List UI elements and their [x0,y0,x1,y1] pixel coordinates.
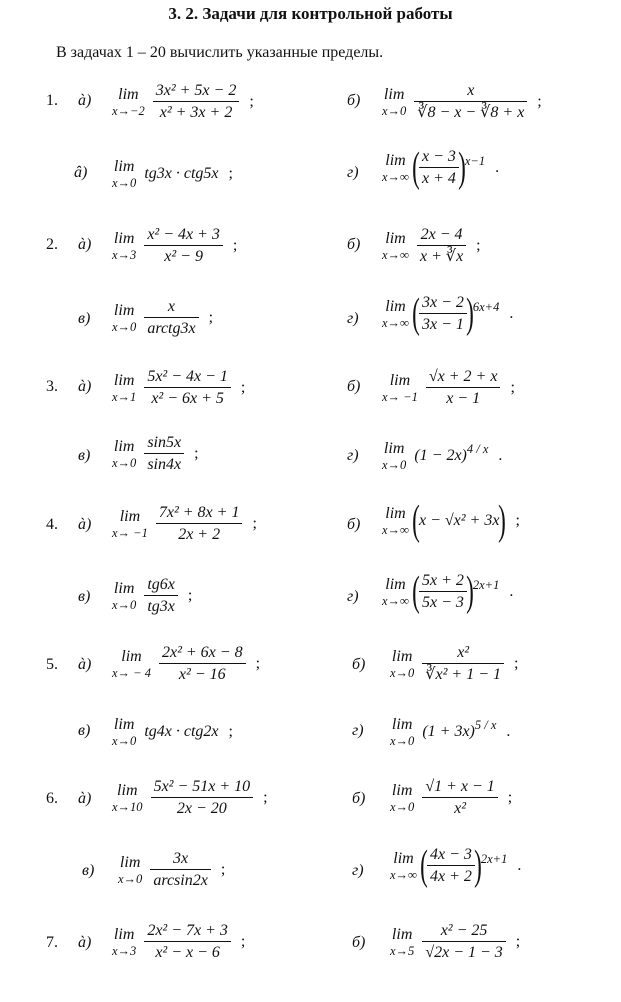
part-label: à) [78,378,92,395]
part-label: в) [78,722,91,739]
problem-2g: lim x→∞ ( $\frac{3x - 2}{3x - 1}$ )6x+4 . [382,290,514,337]
problem-7b: lim x→5 $\frac{\text{x² − 25}}{√2x - 1 - 3}$ ; [390,922,521,961]
problem-number: 4. [46,516,58,533]
part-label: в) [78,310,91,327]
part-label: б) [352,934,366,951]
part-label: г) [352,722,364,739]
problem-3a: lim x→1 $\frac{\text{5x² − 4x − 1}}{\text{x² − 6x + 5}}$ ; [112,368,246,407]
part-label: б) [347,516,361,533]
problem-2v: lim x→0 $\frac{x}{\text{arctg3x}}$ ; [112,298,214,337]
part-label: г) [347,164,359,181]
part-label: à) [78,656,92,673]
intro-text: В задачах 1 – 20 вычислить указанные пределы. [56,44,384,61]
problem-2a: lim x→3 $\frac{\text{x² − 4x + 3}}{\text{x² − 9}}$ ; [112,226,238,265]
problem-number: 2. [46,236,58,253]
problem-1b: lim x→0 $\frac{x}{∛8 - x - ∛8 + x}$ ; [382,82,542,121]
part-label: в) [78,447,91,464]
problem-6v: lim x→0 $\frac{3x}{\arcsin 2x}$ ; [118,850,226,889]
problem-6a: lim x→10 $\frac{\text{5x² − 51x + 10}}{2x - 20}$ ; [112,778,268,817]
part-label: б) [347,92,361,109]
part-label: à) [78,516,92,533]
part-label: б) [347,378,361,395]
problem-7a: lim x→3 $\frac{\text{2x² − 7x + 3}}{\text{x² − x − 6}}$ ; [112,922,246,961]
part-label: г) [352,862,364,879]
part-label: à) [78,934,92,951]
page-title: 3. 2. Задачи для контрольной работы [168,4,453,23]
problem-4b: lim x→∞ (x − √x² + 3x) ; [382,498,520,544]
part-label: б) [352,790,366,807]
part-label: б) [352,656,366,673]
part-label: à) [78,92,92,109]
problem-4a: lim x→ −1 $\frac{\text{7x² + 8x + 1}}{2x + 2}$ ; [112,504,257,543]
problem-1a: lim x→−2 $\frac{\text{3x² + 5x − 2}}{\text{x² + 3x + 2}}$ ; [112,82,254,121]
problem-1v: lim x→0 tg3x · ctg5x ; [112,158,233,190]
problem-2b: lim x→∞ $\frac{2x - 4}{x + ∛x}$ ; [382,226,481,265]
problem-5a: lim x→ − 4 $\frac{\text{2x² + 6x − 8}}{\text{x² − 16}}$ ; [112,644,261,683]
part-label: г) [347,310,359,327]
problem-1g: lim x→∞ ( $\frac{x - 3}{x + 4}$ )x−1 . [382,144,500,191]
problem-5v: lim x→0 tg4x · ctg2x ; [112,716,233,748]
problem-number: 3. [46,378,58,395]
part-label: à) [78,790,92,807]
part-label: à) [78,236,92,253]
problem-3b: lim x→ −1 $\frac{√x + 2 + x}{x - 1}$ ; [382,368,515,407]
problem-3v: lim x→0 $\frac{\sin 5x}{\sin 4x}$ ; [112,434,199,473]
problem-4g: lim x→∞ ( $\frac{5x + 2}{5x - 3}$ )2x+1 . [382,568,514,615]
problem-6g: lim x→∞ ( $\frac{4x - 3}{4x + 2}$ )2x+1 . [390,842,522,889]
problem-5b: lim x→0 $\frac{\text{x²}}{\text{∛x² + 1 − 1}}$ ; [390,644,519,683]
problem-4v: lim x→0 $\frac{tg6x}{tg3x}$ ; [112,576,193,615]
part-label: г) [347,588,359,605]
part-label: â) [74,164,88,181]
problem-5g: lim x→0 (1 + 3x)5 / x . [390,716,511,748]
part-label: б) [347,236,361,253]
problem-3g: lim x→0 (1 − 2x)4 / x . [382,440,503,472]
problem-number: 1. [46,92,58,109]
part-label: в) [82,862,95,879]
problem-6b: lim x→0 $\frac{√1 + x - 1}{\text{x²}}$ ; [390,778,513,817]
part-label: г) [347,447,359,464]
part-label: в) [78,588,91,605]
problem-number: 6. [46,790,58,807]
problem-number: 7. [46,934,58,951]
problem-number: 5. [46,656,58,673]
